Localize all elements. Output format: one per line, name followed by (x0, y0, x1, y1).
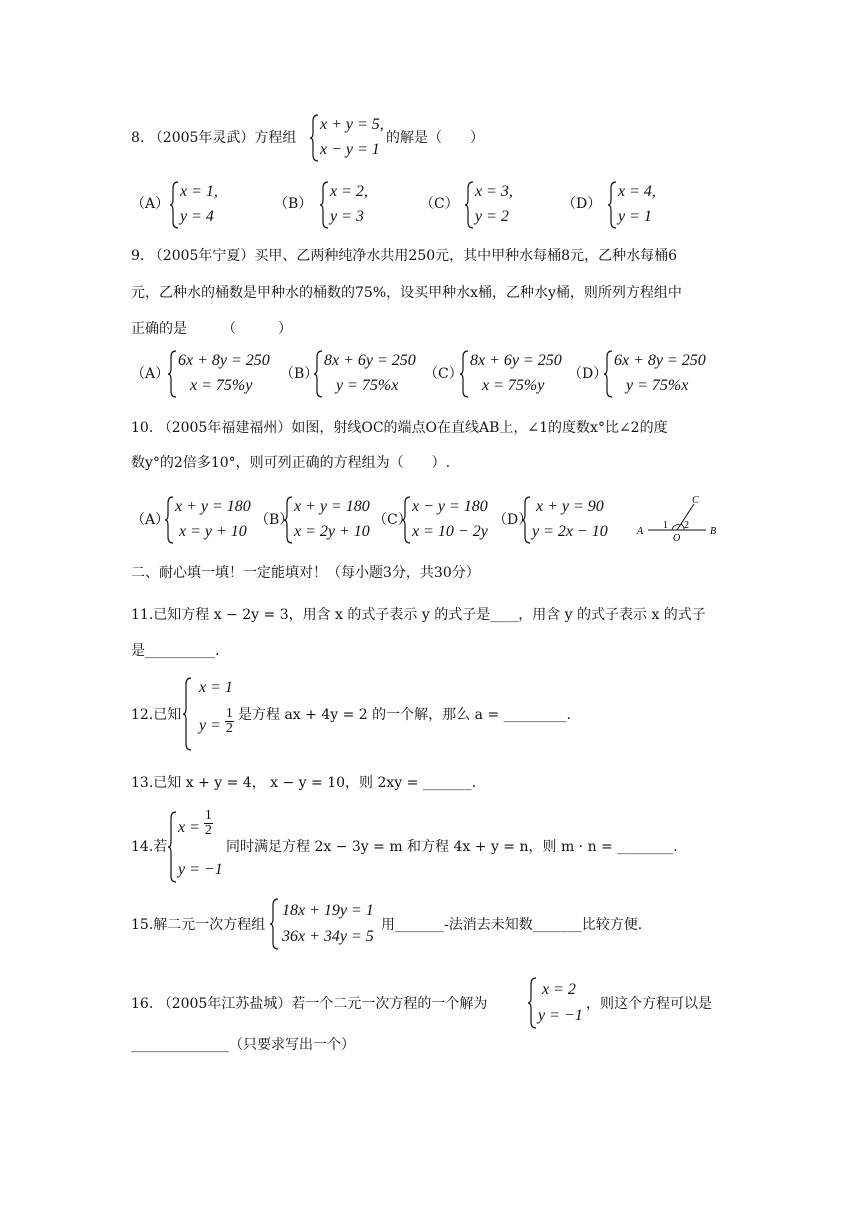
angle-figure (632, 494, 722, 544)
q15-eq2: 36x + 34y = 5 (282, 928, 374, 945)
q10-option-a-label: （A） (131, 512, 170, 528)
brace-icon (270, 897, 280, 951)
q9-line-3: 正确的是 （ ） (131, 321, 292, 337)
q8-option-c-eq2: y = 2 (475, 208, 509, 225)
q12-x-row: x = 1 (199, 679, 233, 696)
q9-option-a-eq1: 6x + 8y = 250 (178, 352, 270, 369)
q8-eq2: x − y = 1 (320, 141, 380, 158)
brace-icon (608, 180, 618, 230)
q10-option-a (165, 495, 265, 545)
q12-fraction (225, 707, 234, 736)
q15-system (270, 897, 390, 951)
q9-option-d (604, 349, 724, 399)
q10-option-d-eq1: x + y = 90 (536, 498, 604, 515)
q14-frac-den: 2 (204, 822, 212, 838)
q8-option-c (465, 180, 545, 230)
brace-icon (165, 495, 175, 545)
q9-option-b-eq2: y = 75%x (336, 377, 399, 394)
brace-icon (522, 495, 532, 545)
q8-option-b-label: （B） (274, 196, 313, 212)
brace-icon (170, 180, 180, 230)
q10-option-c-label: （C） (373, 512, 412, 528)
brace-icon (402, 495, 412, 545)
q9-option-d-eq1: 6x + 8y = 250 (614, 352, 706, 369)
q10-option-a-eq1: x + y = 180 (175, 498, 251, 515)
brace-icon (314, 349, 324, 399)
q9-option-c-eq1: 8x + 6y = 250 (470, 352, 562, 369)
q10-option-d-label: （D） (493, 512, 533, 528)
label-c: C (692, 495, 699, 506)
q10-option-b-label: （B） (255, 512, 294, 528)
q15-suffix: 用_______-法消去未知数_______比较方便. (381, 917, 643, 933)
brace-icon (168, 349, 178, 399)
q10-option-c-eq2: x = 10 − 2y (412, 523, 488, 540)
q8-suffix: 的解是（ ） (386, 130, 484, 146)
q10-option-b-eq1: x + y = 180 (294, 498, 370, 515)
label-angle-2: 2 (684, 520, 689, 531)
q8-option-b-eq1: x = 2, (330, 183, 368, 200)
q14-fraction (204, 809, 213, 838)
q13-text: 13.已知 x + y = 4， x − y = 10，则 2xy = _______. (131, 775, 477, 791)
q12-prefix: 12.已知 (131, 707, 182, 723)
q10-option-b (284, 495, 384, 545)
q14-suffix: 同时满足方程 2x − 3y = m 和方程 4x + y = n，则 m · n = ________. (226, 839, 678, 855)
q9-line-2: 元，乙种水的桶数是甲种水的桶数的75%，设买甲种水x桶，乙种水y桶，则所列方程组中 (131, 285, 682, 301)
brace-icon (284, 495, 294, 545)
brace-icon (183, 676, 193, 752)
q8-option-a-label: （A） (131, 196, 170, 212)
q8-option-d-eq1: x = 4, (618, 183, 656, 200)
label-o: O (673, 533, 681, 544)
q12-y-lhs: y = (199, 717, 221, 734)
q8-option-b-eq2: y = 3 (330, 208, 364, 225)
q14-prefix: 14.若 (131, 839, 168, 855)
q9-option-a-label: （A） (131, 366, 170, 382)
q11-line-1: 11.已知方程 x − 2y = 3，用含 x 的式子表示 y 的式子是____，用含 y 的式子表示 x 的式子 (131, 607, 706, 623)
q14-y-row: y = −1 (178, 861, 223, 878)
q9-option-d-eq2: y = 75%x (626, 377, 689, 394)
q8-system (310, 113, 390, 163)
q10-option-d-eq2: y = 2x − 10 (532, 523, 608, 540)
q10-option-a-eq2: x = y + 10 (179, 523, 247, 540)
q8-option-d-label: （D） (562, 196, 602, 212)
q10-option-d (522, 495, 622, 545)
q16-line-2: ______________（只要求写出一个） (131, 1037, 355, 1053)
brace-icon (465, 180, 475, 230)
brace-icon (310, 113, 320, 163)
q12-suffix: 是方程 ax + 4y = 2 的一个解，那么 a = _________. (238, 707, 572, 723)
brace-icon (528, 976, 538, 1030)
q8-option-a (170, 180, 250, 230)
q10-option-b-eq2: x = 2y + 10 (294, 523, 370, 540)
label-a: A (637, 526, 644, 537)
q8-option-c-eq1: x = 3, (475, 183, 513, 200)
q8-option-b (320, 180, 400, 230)
label-angle-1: 1 (663, 520, 668, 531)
q9-option-d-label: （D） (568, 366, 608, 382)
q11-line-2: 是__________. (131, 643, 220, 659)
q9-option-b-label: （B） (280, 366, 319, 382)
section-2-heading: 二、耐心填一填！一定能填对！（每小题3分，共30分） (131, 565, 480, 581)
q10-line-2: 数y°的2倍多10°，则可列正确的方程组为（ ）. (131, 455, 451, 471)
q8-option-d (608, 180, 688, 230)
q16-suffix: ，则这个方程可以是 (586, 996, 712, 1012)
q16-prefix: 16. （2005年江苏盐城）若一个二元一次方程的一个解为 (131, 996, 488, 1012)
q14-x-row (178, 807, 213, 838)
q9-option-c-label: （C） (424, 366, 463, 382)
q14-frac-num: 1 (204, 807, 212, 823)
brace-icon (320, 180, 330, 230)
brace-icon (460, 349, 470, 399)
q8-option-a-eq2: y = 4 (180, 208, 214, 225)
q8-option-a-eq1: x = 1, (180, 183, 218, 200)
q8-option-c-label: （C） (420, 196, 459, 212)
brace-icon (168, 810, 178, 884)
q10-option-c (402, 495, 502, 545)
q9-line-1: 9. （2005年宁夏）买甲、乙两种纯净水共用250元，其中甲种水每桶8元，乙种水每桶6 (131, 248, 677, 264)
q8-prefix: 8. （2005年灵武）方程组 (131, 130, 297, 146)
q9-option-c-eq2: x = 75%y (482, 377, 545, 394)
q12-frac-den: 2 (225, 720, 233, 736)
brace-icon (604, 349, 614, 399)
q14-x-lhs: x = (178, 819, 200, 836)
q8-eq1: x + y = 5, (320, 116, 384, 133)
q9-option-a (168, 349, 288, 399)
q16-eq2: y = −1 (538, 1007, 583, 1024)
q9-option-b-eq1: 8x + 6y = 250 (324, 352, 416, 369)
q8-option-d-eq2: y = 1 (618, 208, 652, 225)
q12-frac-num: 1 (225, 705, 233, 721)
label-b: B (710, 526, 717, 537)
q9-option-a-eq2: x = 75%y (190, 377, 253, 394)
q12-y-row (199, 705, 234, 736)
q10-option-c-eq1: x − y = 180 (412, 498, 488, 515)
q15-eq1: 18x + 19y = 1 (282, 902, 374, 919)
q9-option-c (460, 349, 580, 399)
q10-line-1: 10. （2005年福建福州）如图，射线OC的端点O在直线AB上，∠1的度数x°比∠2的度 (131, 420, 668, 436)
q9-option-b (314, 349, 434, 399)
q15-prefix: 15.解二元一次方程组 (131, 917, 266, 933)
q16-eq1: x = 2 (542, 981, 576, 998)
